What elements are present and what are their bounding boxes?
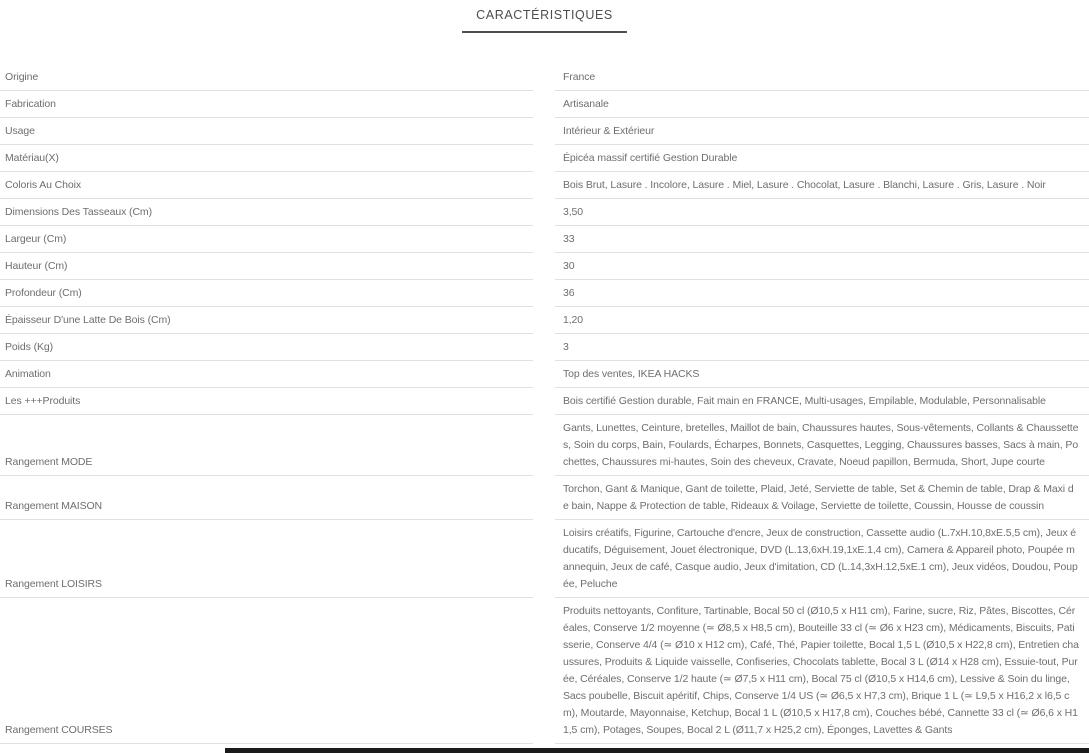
bottom-dark-bar [225,748,1089,753]
table-row [0,334,1089,361]
spec-value: 1,20 [555,307,1089,334]
spec-value: Top des ventes, IKEA HACKS [555,361,1089,388]
spec-value: Produits nettoyants, Confiture, Tartinable, Bocal 50 cl (Ø10,5 x H11 cm), Farine, sucre, Riz, Pâtes, Biscottes, Céréales, Conserve 1/2 moyenne (≃ Ø8,5 x H8,5 cm), Bouteille 33 cl (≃ Ø6 x H23 cm), Médicaments, Biscuits, Patisserie, Conserve 4/4 (≃ Ø10 x H12 cm), Café, Thé, Papier toilette, Bocal 1,5 L (Ø10,5 x H22,8 cm), Entretien chaussures, Produits & Liquide vaisselle, Confiseries, Chocolats tablette, Bocal 3 L (Ø14 x H28 cm), Essuie-tout, Purée, Céréales, Conserve 1/2 haute (≃ Ø7,5 x H11 cm), Bocal 75 cl (Ø10,5 x H14,6 cm), Lessive & Soin du linge, Sacs poubelle, Biscuit apéritif, Chips, Conserve 1/4 US (≃ Ø6,5 x H7,3 cm), Brique 1 L (≃ L9,5 x H16,2 x l6,5 cm), Moutarde, Mayonnaise, Ketchup, Bocal 1 L (Ø10,5 x H17,8 cm), Couches bébé, Cannette 33 cl (≃ Ø6,6 x H11,5 cm), Potages, Soupes, Bocal 2 L (Ø11,7 x H25,2 cm), Éponges, Lavettes & Gants [555,598,1089,744]
spec-label: Usage [0,118,533,145]
spec-value: 3,50 [555,199,1089,226]
spec-value: 30 [555,253,1089,280]
table-row [0,64,1089,91]
spec-label: Rangement MAISON [0,493,533,520]
spec-label: Rangement COURSES [0,717,533,744]
spec-label: Rangement MODE [0,449,533,476]
spec-value: Intérieur & Extérieur [555,118,1089,145]
table-row [0,598,1089,744]
spec-value: Torchon, Gant & Manique, Gant de toilette, Plaid, Jeté, Serviette de table, Set & Chemin de table, Drap & Maxi de bain, Nappe & Protection de table, Rideaux & Voilage, Serviette de toilette, Coussin, Housse de coussin [555,476,1089,520]
section-header [0,0,1089,33]
table-row [0,199,1089,226]
table-row [0,91,1089,118]
spec-value: 3 [555,334,1089,361]
spec-value: Épicéa massif certifié Gestion Durable [555,145,1089,172]
spec-value: Gants, Lunettes, Ceinture, bretelles, Maillot de bain, Chaussures hautes, Sous-vêtements, Collants & Chaussettes, Soin du corps, Bain, Foulards, Écharpes, Bonnets, Casquettes, Legging, Chaussures basses, Sacs à main, Pochettes, Chaussures mi-hautes, Soin des cheveux, Cravate, Noeud papillon, Bermuda, Short, Jupe courte [555,415,1089,476]
spec-value: Bois certifié Gestion durable, Fait main en FRANCE, Multi-usages, Empilable, Modulable, Personnalisable [555,388,1089,415]
spec-label: Coloris Au Choix [0,172,533,199]
title-underline [462,31,627,33]
table-row [0,388,1089,415]
table-row [0,476,1089,520]
spec-label: Rangement LOISIRS [0,571,533,598]
spec-table [0,64,1089,744]
table-row [0,361,1089,388]
table-row [0,415,1089,476]
table-row [0,226,1089,253]
spec-value: Bois Brut, Lasure . Incolore, Lasure . Miel, Lasure . Chocolat, Lasure . Blanchi, Lasure . Gris, Lasure . Noir [555,172,1089,199]
spec-value: 33 [555,226,1089,253]
spec-value: 36 [555,280,1089,307]
spec-value: Artisanale [555,91,1089,118]
spec-label: Matériau(X) [0,145,533,172]
table-row [0,280,1089,307]
spec-label: Profondeur (Cm) [0,280,533,307]
section-title: CARACTÉRISTIQUES [476,8,613,22]
table-row [0,307,1089,334]
spec-label: Dimensions Des Tasseaux (Cm) [0,199,533,226]
table-row [0,118,1089,145]
spec-value: Loisirs créatifs, Figurine, Cartouche d'encre, Jeux de construction, Cassette audio (L.7xH.10,8xE.5,5 cm), Jeux éducatifs, Déguisement, Jouet électronique, DVD (L.13,6xH.19,1xE.1,4 cm), Camera & Appareil photo, Poupée mannequin, Jeux de café, Casque audio, Jeux d'imitation, CD (L.14,3xH.12,5xE.1 cm), Jeux vidéos, Doudou, Poupée, Peluche [555,520,1089,598]
table-row [0,145,1089,172]
spec-label: Largeur (Cm) [0,226,533,253]
spec-label: Fabrication [0,91,533,118]
table-row [0,172,1089,199]
table-row [0,520,1089,598]
spec-label: Origine [0,64,533,91]
spec-label: Épaisseur D'une Latte De Bois (Cm) [0,307,533,334]
spec-label: Animation [0,361,533,388]
spec-label: Les +++Produits [0,388,533,415]
spec-value: France [555,64,1089,91]
spec-label: Poids (Kg) [0,334,533,361]
spec-label: Hauteur (Cm) [0,253,533,280]
table-row [0,253,1089,280]
